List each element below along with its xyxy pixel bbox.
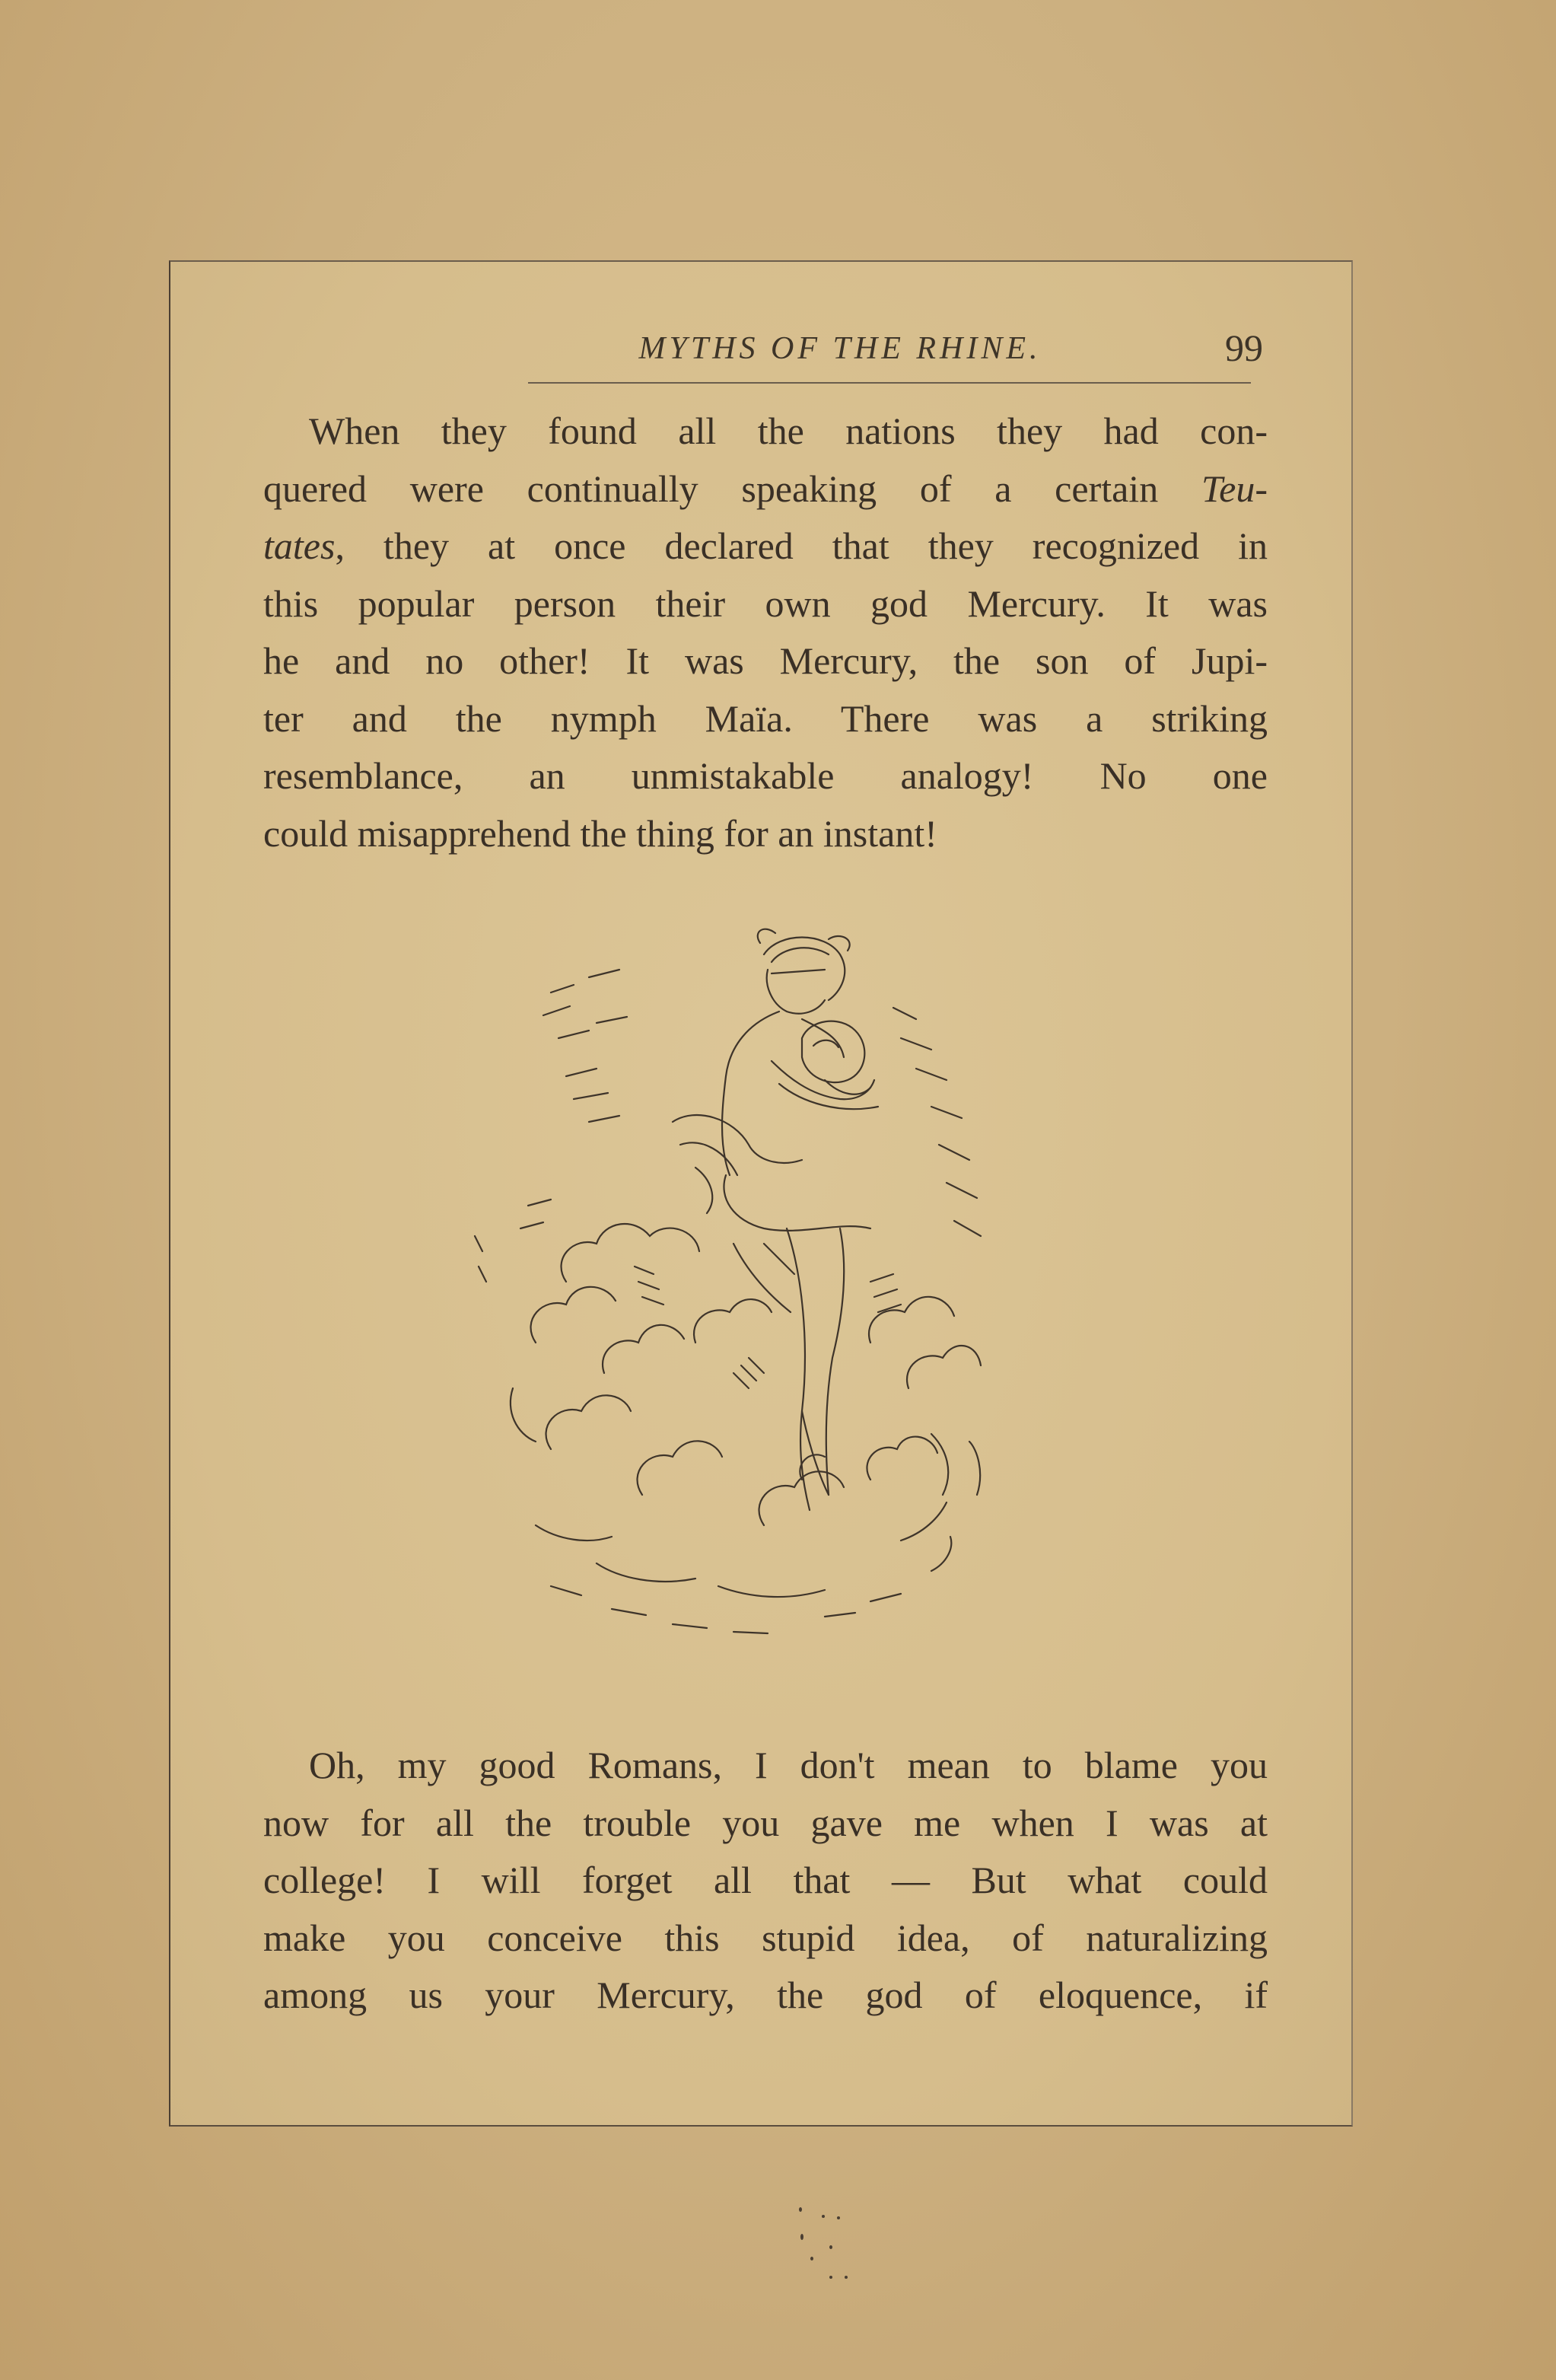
stray-ink-marks — [784, 2200, 890, 2306]
text-line: When they found all the nations they had con- — [309, 409, 1268, 452]
text-line: among us your Mercury, the god of eloquence, if — [263, 1974, 1268, 2016]
text-line: he and no other! It was Mercury, the son of Jupi- — [263, 639, 1268, 682]
text-line: make you conceive this stupid idea, of naturalizing — [263, 1916, 1268, 1959]
text-line: Oh, my good Romans, I don't mean to blame you — [309, 1744, 1268, 1786]
header-rule — [528, 382, 1251, 384]
text-line: college! I will forget all that — But what could — [263, 1859, 1268, 1901]
text-line: resemblance, an unmistakable analogy! No one — [263, 754, 1268, 797]
text-line: quered were continually speaking of a certain Teu- — [263, 467, 1268, 510]
text-line: this popular person their own god Mercury. It was — [263, 581, 1268, 625]
paragraph-2 — [263, 1737, 1268, 2025]
paragraph-1 — [263, 403, 1268, 862]
text-line: now for all the trouble you gave me when I was at — [263, 1801, 1268, 1844]
book-page — [169, 260, 1353, 2127]
text-line: could misapprehend the thing for an instant! — [263, 811, 937, 855]
text-line: tates, they at once declared that they recognized in — [263, 524, 1268, 567]
mercury-illustration — [444, 916, 1068, 1677]
text-line: ter and the nymph Maïa. There was a striking — [263, 696, 1268, 740]
page-number: 99 — [1225, 327, 1263, 369]
running-head: MYTHS OF THE RHINE. — [638, 331, 1042, 366]
